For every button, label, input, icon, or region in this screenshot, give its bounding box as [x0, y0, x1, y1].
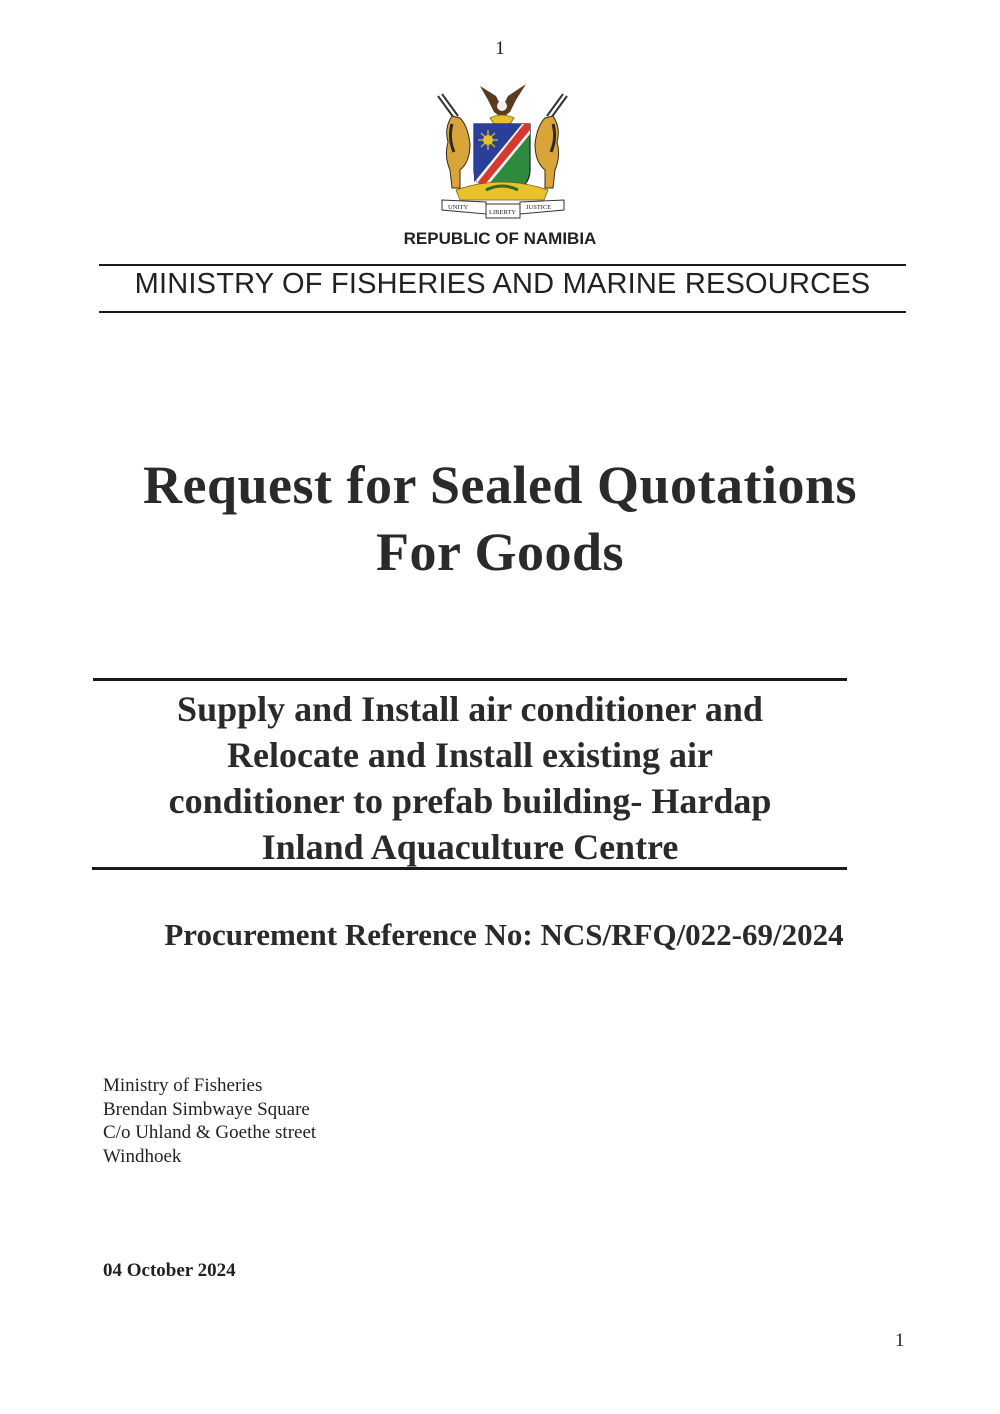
right-oryx-icon	[535, 94, 567, 188]
subject-line-4: Inland Aquaculture Centre	[261, 827, 679, 867]
motto-scroll	[442, 200, 564, 218]
subject-line-2: Relocate and Install existing air	[227, 735, 713, 775]
left-oryx-icon	[438, 94, 470, 188]
motto-liberty: LIBERTY	[489, 209, 517, 216]
title-line-2: For Goods	[375, 522, 625, 582]
page-number-top: 1	[495, 38, 505, 59]
motto-justice: JUSTICE	[526, 204, 552, 211]
subject-block	[93, 686, 847, 870]
ministry-heading: MINISTRY OF FISHERIES AND MARINE RESOURCES	[134, 268, 871, 300]
subject-bottom-rule	[92, 867, 847, 870]
coat-of-arms-emblem	[430, 78, 575, 223]
document-title	[0, 452, 1000, 586]
procurement-reference: Procurement Reference No: NCS/RFQ/022-69/2024	[164, 917, 844, 952]
address-line-1: Ministry of Fisheries	[103, 1075, 263, 1096]
address-line-3: C/o Uhland & Goethe street	[103, 1122, 317, 1143]
ministry-top-rule	[99, 264, 906, 266]
title-line-1: Request for Sealed Quotations	[142, 455, 858, 515]
document-date: 04 October 2024	[103, 1260, 236, 1281]
republic-heading: REPUBLIC OF NAMIBIA	[403, 229, 597, 248]
subject-line-3: conditioner to prefab building- Hardap	[168, 781, 772, 821]
subject-top-rule	[93, 678, 847, 681]
ministry-bottom-rule	[99, 311, 906, 313]
address-block	[103, 1074, 316, 1168]
eagle-icon	[480, 84, 526, 124]
address-line-4: Windhoek	[103, 1145, 182, 1167]
subject-line-1: Supply and Install air conditioner and	[177, 689, 763, 729]
motto-unity: UNITY	[448, 204, 469, 211]
address-line-2: Brendan Simbwaye Square	[103, 1098, 310, 1120]
page-number-bottom: 1	[895, 1330, 905, 1351]
